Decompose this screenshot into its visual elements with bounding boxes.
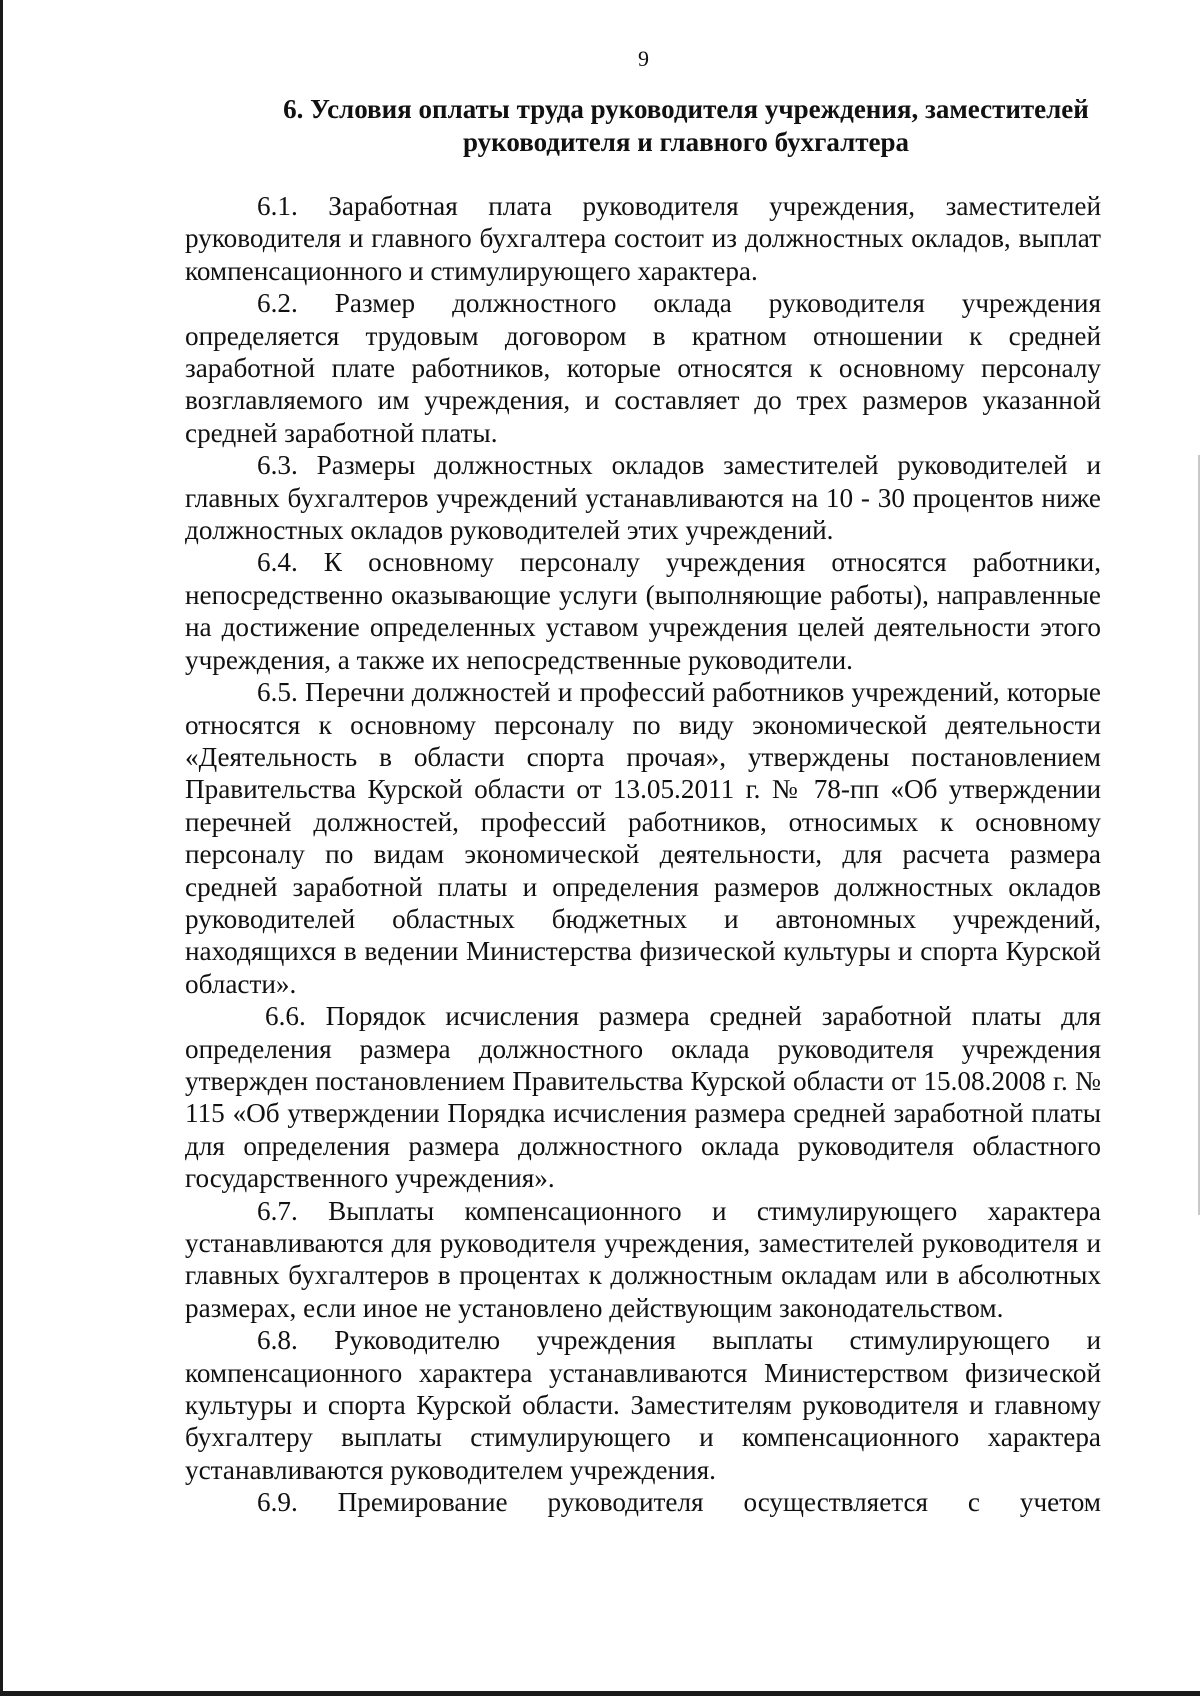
page-number: 9 [638, 46, 649, 71]
scan-border-left [0, 0, 3, 1696]
paragraph-6-3: 6.3. Размеры должностных окладов заместителей руководителей и главных бухгалтеров учреждений устанавливаются на 10 - 30 процентов ниже должностных окладов руководителей этих учреждений. [185, 450, 1101, 546]
paragraph-6-1: 6.1. Заработная плата руководителя учреждения, заместителей руководителя и главного бухгалтера состоит из должностных окладов, выплат компенсационного и стимулирующего характера. [185, 191, 1101, 286]
paragraph-6-8: 6.8. Руководителю учреждения выплаты стимулирующего и компенсационного характера устанавливаются Министерством физической культуры и спорта Курской области. Заместителям руководителя и главному бухгалтеру выплаты стимулирующего и компенсационного характера устанавливаются руководителем учреждения. [185, 1325, 1101, 1485]
last-line-word: 6.9. [257, 1487, 298, 1518]
last-line-word: учетом [1019, 1487, 1101, 1518]
section-title [185, 93, 1187, 159]
section-title-line-1: 6. Условия оплаты труда руководителя учреждения, заместителей [283, 94, 1089, 124]
paragraph-6-7: 6.7. Выплаты компенсационного и стимулирующего характера устанавливаются для руководителя учреждения, заместителей руководителя и главных бухгалтеров в процентах к должностным окладам или в абсолютных размерах, если иное не установлено действующим законодательством. [185, 1195, 1101, 1323]
paragraph-6-5: 6.5. Перечни должностей и профессий работников учреждений, которые относятся к основному персоналу по виду экономической деятельности «Деятельность в области спорта прочая», утверждены постановлением Правительства Курской области от 13.05.2011 г. № 78-пп «Об утверждении перечней должностей, профессий работников, относимых к основному персоналу по видам экономической деятельности, для расчета размера средней заработной платы и определения размеров должностных окладов руководителей областных бюджетных и автономных учреждений, находящихся в ведении Министерства физической культуры и спорта Курской области». [185, 677, 1101, 999]
last-line-word: с [967, 1487, 980, 1518]
section-title-line-2: руководителя и главного бухгалтера [463, 127, 909, 157]
document-body [185, 190, 1101, 1519]
last-line-word: осуществляется [743, 1487, 929, 1518]
scan-border-bottom [0, 1691, 1200, 1696]
paragraph-6-9-first-line [185, 1486, 1101, 1518]
paragraph-6-4: 6.4. К основному персоналу учреждения относятся работники, непосредственно оказывающие услуги (выполняющие работы), направленные на достижение определенных уставом учреждения целей деятельности этого учреждения, а также их непосредственные руководители. [185, 547, 1101, 675]
last-line-word: руководителя [547, 1487, 704, 1518]
last-line-word: Премирование [337, 1487, 508, 1518]
paragraph-6-6: 6.6. Порядок исчисления размера средней заработной платы для определения размера должностного оклада руководителя учреждения утвержден постановлением Правительства Курской области от 15.08.2008 г. № 115 «Об утверждении Порядка исчисления размера средней заработной платы для определения размера должностного оклада руководителя областного государственного учреждения». [185, 1001, 1101, 1194]
paragraph-6-2: 6.2. Размер должностного оклада руководителя учреждения определяется трудовым договором в кратном отношении к средней заработной плате работников, которые относятся к основному персоналу возглавляемого им учреждения, и составляет до трех размеров указанной средней заработной платы. [185, 288, 1101, 448]
